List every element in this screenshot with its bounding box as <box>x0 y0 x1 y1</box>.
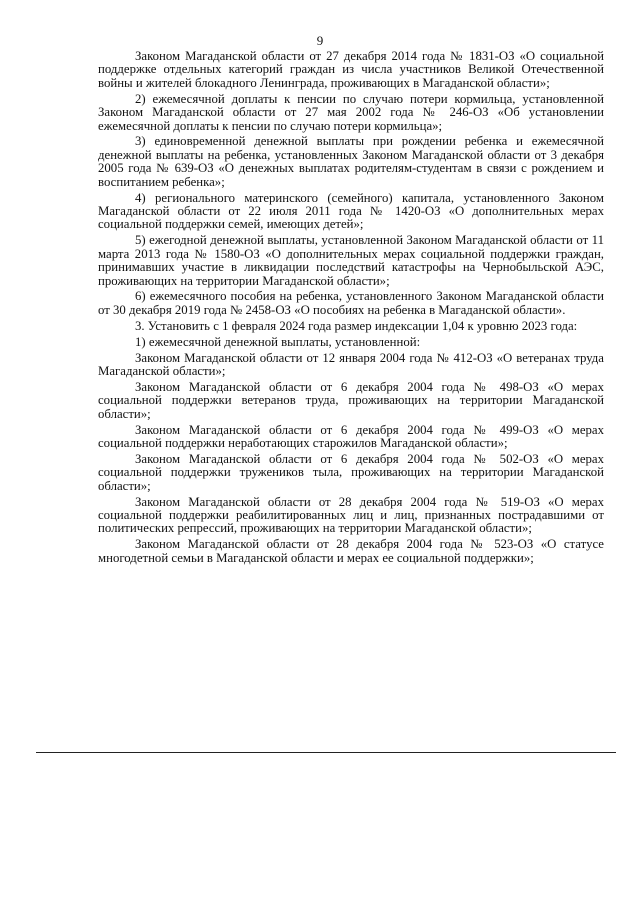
paragraph: Законом Магаданской области от 6 декабря 2004 года № 499-ОЗ «О мерах социальной поддержки неработающих старожилов Магаданской области»; <box>98 422 604 450</box>
paragraph: Законом Магаданской области от 6 декабря 2004 года № 502-ОЗ «О мерах социальной поддержки тружеников тыла, проживающих на территории Магаданской области»; <box>98 451 604 493</box>
paragraph: 5) ежегодной денежной выплаты, установленной Законом Магаданской области от 11 марта 2013 года № 1580-ОЗ «О дополнительных мерах социальной поддержки граждан, принимавших участие в ликвидации последствий катастрофы на Чернобыльской АЭС, проживающих на территории Магаданской области»; <box>98 233 604 288</box>
paragraph: 2) ежемесячной доплаты к пенсии по случаю потери кормильца, установленной Законом Магаданской области от 27 мая 2002 года № 246-ОЗ «Об установлении ежемесячной доплаты к пенсии по случаю потери кормильца»; <box>98 91 604 133</box>
paragraph: Законом Магаданской области от 28 декабря 2004 года № 519-ОЗ «О мерах социальной поддержки реабилитированных лиц и лиц, признанных пострадавшими от политических репрессий, проживающих на территории Магаданской области»; <box>98 494 604 536</box>
paragraph: 4) регионального материнского (семейного) капитала, установленного Законом Магаданской области от 22 июля 2011 года № 1420-ОЗ «О дополнительных мерах социальной поддержки семей, имеющих детей»; <box>98 190 604 232</box>
paragraph: 6) ежемесячного пособия на ребенка, установленного Законом Магаданской области от 30 декабря 2019 года № 2458-ОЗ «О пособиях на ребенка в Магаданской области». <box>98 289 604 317</box>
paragraph: Законом Магаданской области от 27 декабря 2014 года № 1831-ОЗ «О социальной поддержке отдельных категорий граждан из числа участников Великой Отечественной войны и жителей блокадного Ленинграда, проживающих в Магаданской области»; <box>98 49 604 90</box>
paragraph: 3) единовременной денежной выплаты при рождении ребенка и ежемесячной денежной выплаты на ребенка, установленных Законом Магаданской области от 3 декабря 2005 года № 639-ОЗ «О денежных выплатах родителям-студентам в связи с рождением и воспитанием ребенка»; <box>98 134 604 189</box>
paragraph: Законом Магаданской области от 28 декабря 2004 года № 523-ОЗ «О статусе многодетной семьи в Магаданской области и мерах ее социальной поддержки»; <box>98 537 604 565</box>
document-body <box>98 50 604 568</box>
paragraph: Законом Магаданской области от 12 января 2004 года № 412-ОЗ «О ветеранах труда Магаданской области»; <box>98 350 604 378</box>
footer-divider <box>36 752 616 753</box>
paragraph: 1) ежемесячной денежной выплаты, установленной: <box>135 334 421 349</box>
page-number: 9 <box>316 33 324 48</box>
paragraph: 3. Установить с 1 февраля 2024 года размер индексации 1,04 к уровню 2023 года: <box>135 318 578 333</box>
paragraph: Законом Магаданской области от 6 декабря 2004 года № 498-ОЗ «О мерах социальной поддержки ветеранов труда, проживающих на территории Магаданской области»; <box>98 379 604 421</box>
